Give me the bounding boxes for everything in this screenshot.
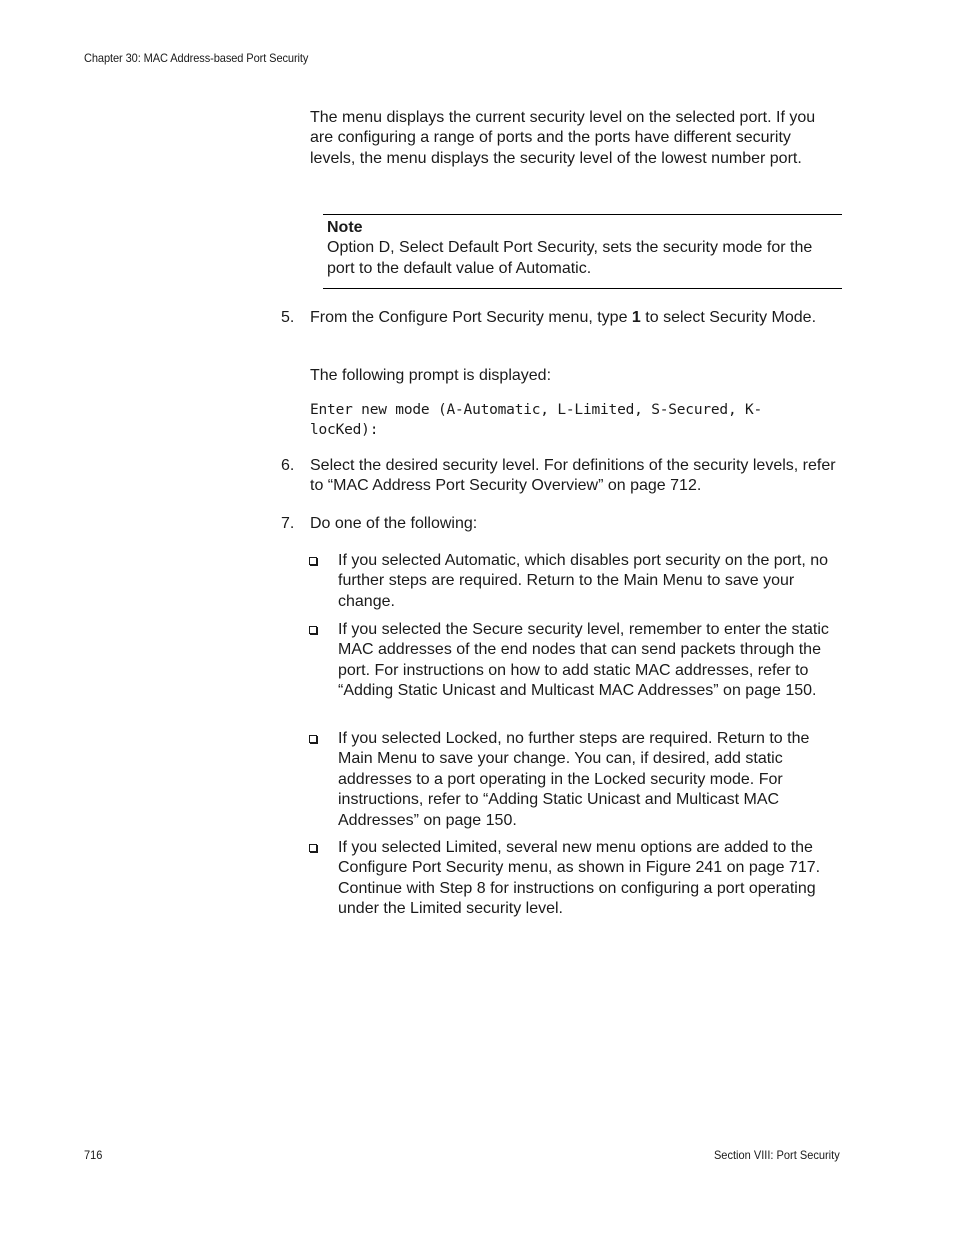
prompt-intro: The following prompt is displayed: xyxy=(310,367,552,384)
note-box xyxy=(323,214,842,289)
prompt-code-block xyxy=(310,400,820,440)
running-footer-section: Section VIII: Port Security xyxy=(714,1148,840,1162)
note-text: Option D, Select Default Port Security, sets the security mode for the port to the default value of Automatic. xyxy=(327,239,813,277)
step-key: 1 xyxy=(631,309,641,326)
checkbox-bullet-icon xyxy=(309,735,317,743)
list-item-text: If you selected the Secure security level, remember to enter the static MAC addresses of the end nodes that can send packets through the port. For instructions on how to add static MAC addresses, refer to “Adding Static Unicast and Multicast MAC Addresses” on page 150. xyxy=(338,621,829,700)
checkbox-bullet-icon xyxy=(309,557,317,565)
step-number: 7. xyxy=(281,515,295,532)
list-item-text: If you selected Locked, no further steps are required. Return to the Main Menu to save your change. You can, if desired, add static addresses to a port operating in the Locked security mode. For instructions, refer to “Adding Static Unicast and Multicast MAC Addresses” on page 150. xyxy=(338,730,810,829)
note-title: Note xyxy=(327,219,363,236)
list-item-text: If you selected Limited, several new menu options are added to the Configure Port Security menu, as shown in Figure 241 on page 717. Continue with Step 8 for instructions on configuring a port operating under the Limited security level. xyxy=(338,839,821,918)
prompt-code-line: Enter new mode (A-Automatic, L-Limited, S-Secured, K- xyxy=(310,402,763,418)
step-number: 6. xyxy=(281,457,295,474)
step-text: From the Configure Port Security menu, type 1 to select Security Mode. xyxy=(310,309,817,326)
step-text: Select the desired security level. For definitions of the security levels, refer to “MAC Address Port Security Overview” on page 712. xyxy=(310,457,836,495)
checkbox-bullet-icon xyxy=(309,626,317,634)
list-item-text: If you selected Automatic, which disables port security on the port, no further steps are required. Return to the Main Menu to save your change. xyxy=(338,552,829,610)
intro-paragraph: The menu displays the current security level on the selected port. If you are configuring a range of ports and the ports have different security levels, the menu displays the security level of the lowest number port. xyxy=(310,109,816,167)
step-text: Do one of the following: xyxy=(310,515,478,532)
prompt-code-line: locKed): xyxy=(310,422,379,438)
running-header: Chapter 30: MAC Address-based Port Security xyxy=(84,51,309,65)
step-number: 5. xyxy=(281,309,295,326)
page-number: 716 xyxy=(84,1148,103,1162)
checkbox-bullet-icon xyxy=(309,844,317,852)
